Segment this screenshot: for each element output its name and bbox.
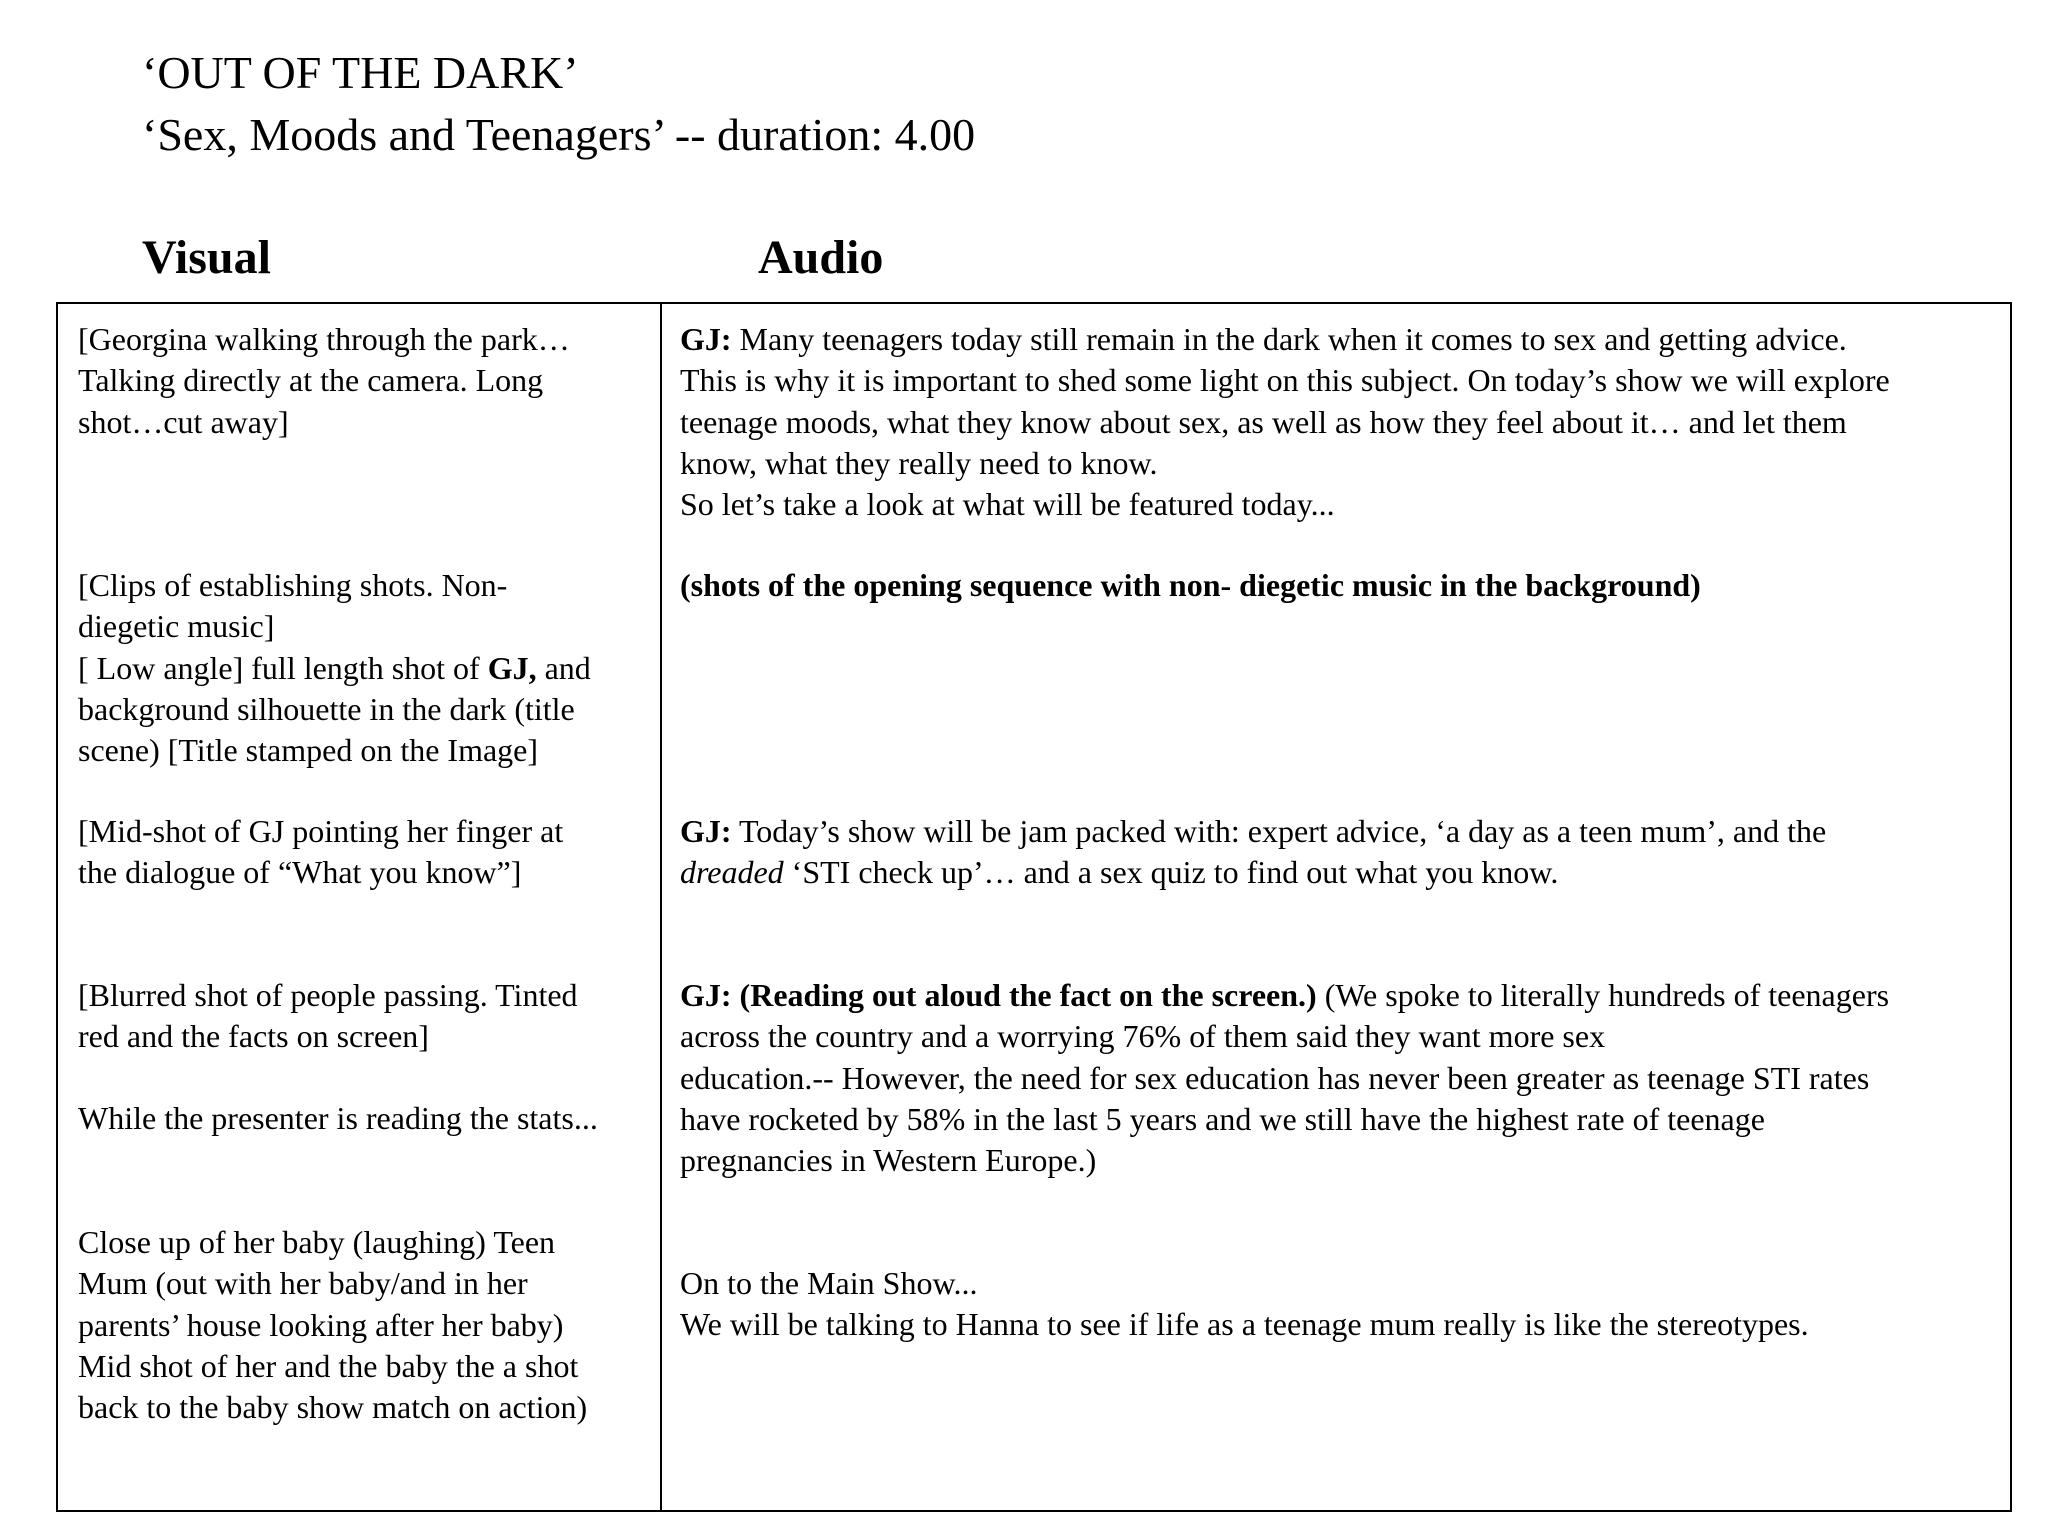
visual-segment-stats-note	[78, 1098, 598, 1139]
emphasis-text: dreaded	[680, 854, 784, 891]
audio-segment-facts	[680, 975, 1889, 1181]
text-line: Talking directly at the camera. Long	[78, 362, 544, 399]
visual-segment-establishing-shots	[78, 565, 591, 771]
text-line: We will be talking to Hanna to see if life as a teenage mum really is like the stereotypes.	[680, 1306, 1809, 1343]
script-title: ‘OUT OF THE DARK’	[142, 47, 579, 98]
text-line: diegetic music]	[78, 608, 275, 645]
text-line	[680, 852, 1826, 893]
text-line: red and the facts on screen]	[78, 1018, 429, 1055]
audio-segment-opening-sequence	[680, 565, 1701, 606]
text-line: [Clips of establishing shots. Non-	[78, 567, 508, 603]
text-run: (We spoke to literally hundreds of teenagers	[1316, 977, 1890, 1013]
text-line: [Mid-shot of GJ pointing her finger at	[78, 813, 564, 849]
text-line: teenage moods, what they know about sex, as well as how they feel about it… and let them	[680, 403, 1847, 440]
text-run: Many teenagers today still remain in the dark when it comes to sex and getting advice.	[731, 321, 1847, 357]
text-line: background silhouette in the dark (title	[78, 690, 575, 727]
text-run: and	[536, 649, 591, 686]
text-line	[680, 975, 1889, 1016]
text-line: On to the Main Show...	[680, 1265, 978, 1301]
text-line	[680, 319, 1890, 360]
speaker-label: GJ:	[680, 977, 732, 1013]
text-line: While the presenter is reading the stats...	[78, 1100, 598, 1136]
text-run: [ Low angle] full length shot of	[78, 649, 488, 686]
text-line: [Georgina walking through the park…	[78, 321, 570, 357]
visual-column-heading: Visual	[142, 231, 271, 284]
script-table	[56, 302, 2012, 1512]
audio-segment-show-preview	[680, 811, 1826, 894]
text-line: scene) [Title stamped on the Image]	[78, 732, 539, 769]
speaker-code: GJ,	[487, 649, 537, 686]
text-line: know, what they really need to know.	[680, 444, 1158, 481]
text-line: the dialogue of “What you know”]	[78, 854, 522, 891]
speaker-label: GJ:	[680, 813, 732, 849]
script-subtitle: ‘Sex, Moods and Teenagers’ -- duration: 4.00	[142, 109, 976, 160]
text-line	[680, 811, 1826, 852]
text-line: have rocketed by 58% in the last 5 years and we still have the highest rate of teenage	[680, 1100, 1765, 1137]
text-line	[78, 648, 591, 689]
visual-segment-teen-mum	[78, 1222, 587, 1428]
text-line: across the country and a worrying 76% of them said they want more sex	[680, 1018, 1606, 1055]
visual-segment-blurred-shot	[78, 975, 578, 1058]
text-line: shot…cut away]	[78, 403, 289, 440]
text-line: pregnancies in Western Europe.)	[680, 1142, 1097, 1179]
text-line: parents’ house looking after her baby)	[78, 1306, 564, 1343]
audio-segment-main-show	[680, 1263, 1809, 1346]
speaker-label: GJ:	[680, 321, 732, 357]
text-line: So let’s take a look at what will be featured today...	[680, 486, 1335, 523]
column-divider	[660, 304, 662, 1510]
text-line: Close up of her baby (laughing) Teen	[78, 1224, 556, 1260]
text-line: Mid shot of her and the baby the a shot	[78, 1347, 579, 1384]
text-line: education.-- However, the need for sex education has never been greater as teenage STI rates	[680, 1059, 1870, 1096]
stage-direction: (Reading out aloud the fact on the screen.)	[731, 977, 1317, 1013]
text-line: Mum (out with her baby/and in her	[78, 1265, 528, 1302]
visual-segment-mid-shot	[78, 811, 563, 894]
audio-column-heading: Audio	[758, 231, 884, 284]
visual-segment-park-walk	[78, 319, 570, 443]
text-run: Today’s show will be jam packed with: expert advice, ‘a day as a teen mum’, and the	[731, 813, 1827, 849]
audio-segment-intro	[680, 319, 1890, 525]
text-line: back to the baby show match on action)	[78, 1389, 588, 1426]
text-run: ‘STI check up’… and a sex quiz to find out what you know.	[783, 854, 1559, 891]
text-line: [Blurred shot of people passing. Tinted	[78, 977, 578, 1013]
text-line: This is why it is important to shed some light on this subject. On today’s show we will explore	[680, 362, 1890, 399]
text-line: (shots of the opening sequence with non- diegetic music in the background)	[680, 567, 1701, 603]
